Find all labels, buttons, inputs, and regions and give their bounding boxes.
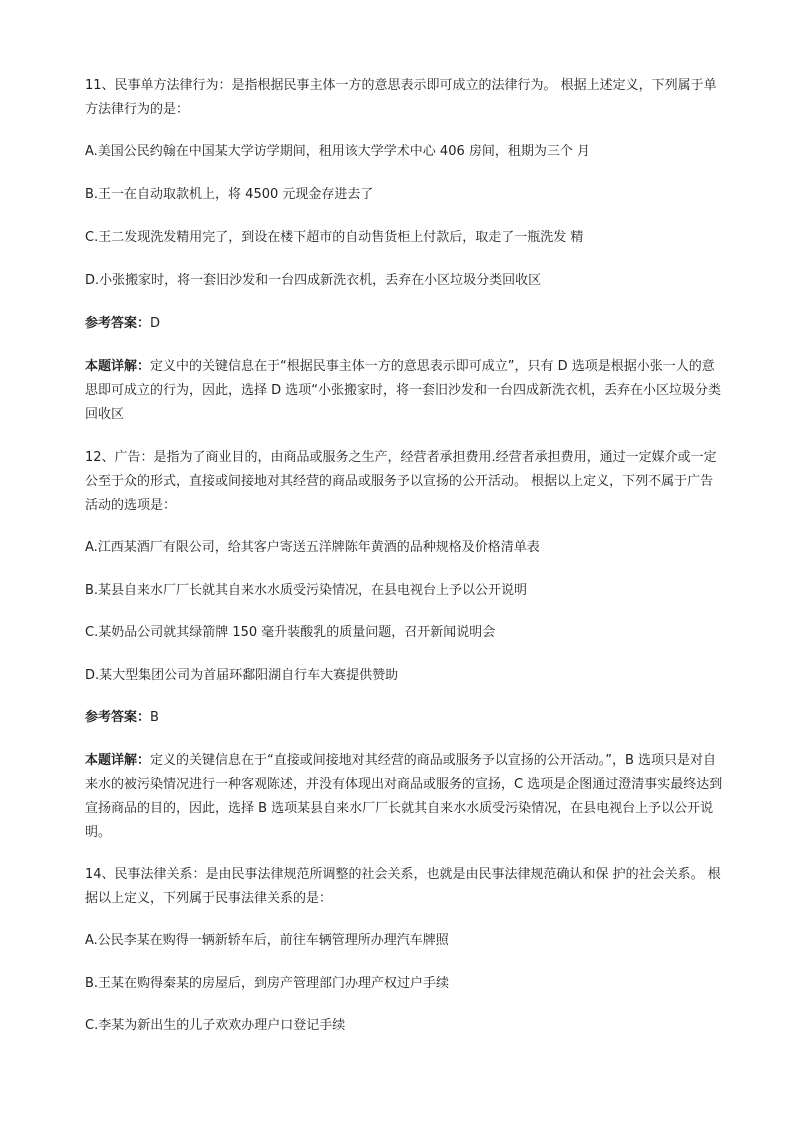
question-14-option-c: C.李某为新出生的儿子欢欢办理户口登记手续	[85, 1018, 346, 1033]
question-12-explanation	[85, 749, 725, 845]
question-11-stem: 11、民事单方法律行为：是指根据民事主体一方的意思表示即可成立的法律行为。 根据上述定义，下列属于单方法律行为的是：	[85, 78, 717, 117]
question-11-option-d: D.小张搬家时，将一套旧沙发和一台四成新洗衣机，丢弃在小区垃圾分类回收区	[85, 273, 542, 288]
question-14-stem: 14、民事法律关系：是由民事法律规范所调整的社会关系，也就是由民事法律规范确认和保 护的社会关系。 根据以上定义，下列属于民事法律关系的是：	[85, 867, 721, 906]
question-11-option-b: B.王一在自动取款机上，将 4500 元现金存进去了	[85, 187, 374, 202]
question-12-option-c: C.某奶品公司就其绿箭牌 150 毫升装酸乳的质量问题，召开新闻说明会	[85, 625, 496, 640]
explanation-label: 本题详解：	[85, 753, 151, 768]
answer-label: 参考答案：	[85, 710, 151, 725]
question-11-option-a: A.美国公民约翰在中国某大学访学期间，租用该大学学术中心 406 房间，租期为三个 月	[85, 144, 591, 159]
answer-value: D	[150, 316, 161, 331]
question-11-explanation	[85, 355, 725, 427]
question-12-stem: 12、广告：是指为了商业目的，由商品或服务之生产，经营者承担费用.经营者承担费用，通过一定媒介或一定公至于众的形式，直接或间接地对其经营的商品或服务予以宣扬的公开活动。 根据以上定义，下列不属于广告活动的选项是：	[85, 450, 717, 513]
explanation-text: 定义中的关键信息在于“根据民事主体一方的意思表示即可成立”，只有 D 选项是根据小张一人的意思即可成立的行为，因此，选择 D 选项“小张搬家时，将一套旧沙发和一台四成新洗衣机，丢弃在小区垃圾分类回收区	[85, 359, 722, 422]
question-11-option-c: C.王二发现洗发精用完了，到设在楼下超市的自动售货柜上付款后，取走了一瓶洗发 精	[85, 230, 584, 245]
question-12-option-a: A.江西某酒厂有限公司，给其客户寄送五洋牌陈年黄酒的品种规格及价格清单表	[85, 540, 540, 555]
question-14-option-a: A.公民李某在购得一辆新轿车后，前往车辆管理所办理汽车牌照	[85, 933, 449, 948]
answer-label: 参考答案：	[85, 316, 151, 331]
answer-value: B	[150, 710, 159, 725]
explanation-label: 本题详解：	[85, 359, 151, 374]
question-14-option-b: B.王某在购得秦某的房屋后，到房产管理部门办理产权过户手续	[85, 976, 450, 991]
question-12-option-d: D.某大型集团公司为首届环鄱阳湖自行车大赛提供赞助	[85, 668, 399, 683]
question-11-answer	[85, 312, 725, 336]
question-12-option-b: B.某县自来水厂厂长就其自来水水质受污染情况，在县电视台上予以公开说明	[85, 583, 528, 598]
explanation-text: 定义的关键信息在于“直接或间接地对其经营的商品或服务予以宣扬的公开活动。”，B 选项只是对自来水的被污染情况进行一种客观陈述，并没有体现出对商品或服务的宣扬，C 选项是企图通过澄清事实最终达到宣扬商品的目的，因此，选择 B 选项某县自来水厂厂长就其自来水水质受污染情况，在县电视台上予以公开说明。	[85, 753, 723, 840]
question-12-answer	[85, 706, 725, 730]
